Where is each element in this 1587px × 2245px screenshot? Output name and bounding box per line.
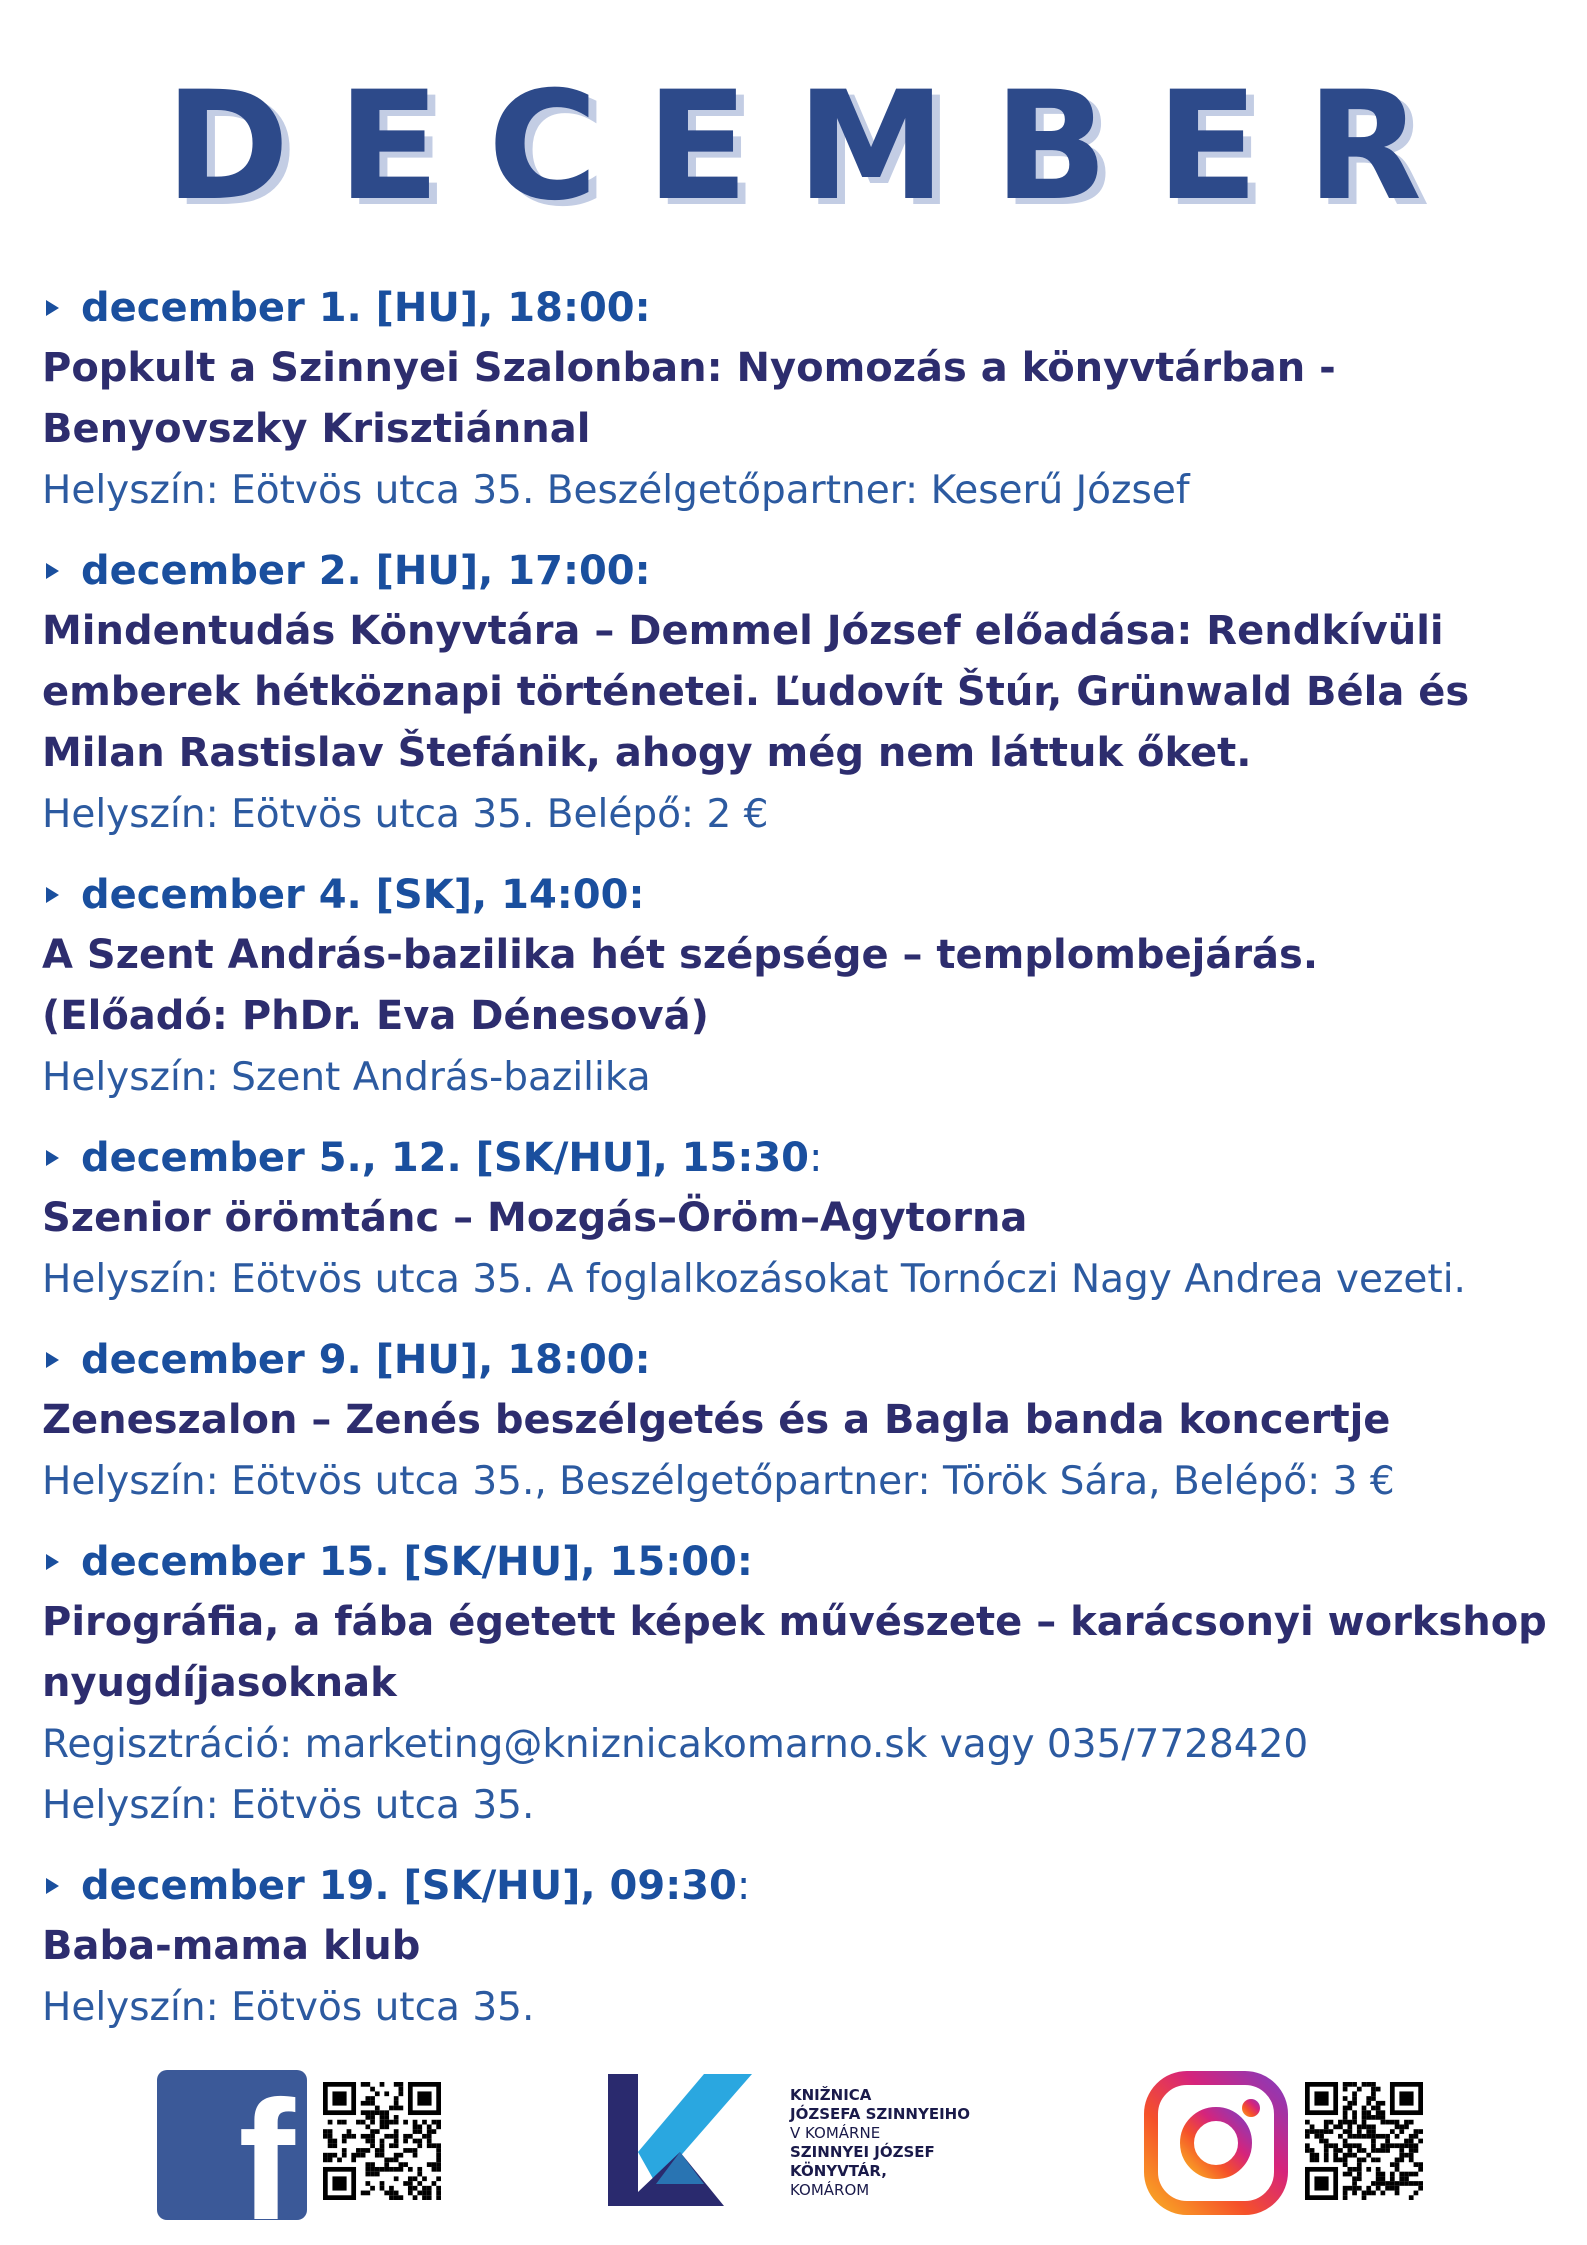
event-info: Helyszín: Eötvös utca 35. [42, 1783, 535, 1828]
event-title: Popkult a Szinnyei Szalonban: Nyomozás a könyvtárban - [42, 345, 1336, 391]
logo-line: JÓZSEFA SZINNYEIHO [790, 2105, 970, 2123]
event-title: Benyovszky Krisztiánnal [42, 406, 591, 452]
event-title: Milan Rastislav Štefánik, ahogy még nem láttuk őket. [42, 730, 1252, 776]
logo-line: KOMÁROM [790, 2181, 870, 2199]
event-title: emberek hétköznapi történetei. Ľudovít Štúr, Grünwald Béla és [42, 669, 1470, 715]
event-date-line [42, 865, 1552, 925]
event-info: Helyszín: Eötvös utca 35. Belépő: 2 € [42, 792, 769, 837]
event-info: Helyszín: Eötvös utca 35., Beszélgetőpartner: Török Sára, Belépő: 3 € [42, 1459, 1395, 1504]
logo-line: SZINNYEI JÓZSEF [790, 2143, 935, 2161]
event-date: december 5., 12. [SK/HU], 15:30 [81, 1135, 810, 1181]
event-info: Helyszín: Eötvös utca 35. Beszélgetőpartner: Keserű József [42, 468, 1190, 513]
event-item [42, 1532, 1552, 1836]
event-date-colon: : [736, 1863, 751, 1909]
triangle-bullet-icon [46, 1150, 59, 1166]
event-info: Helyszín: Eötvös utca 35. [42, 1985, 535, 2030]
event-info: Regisztráció: marketing@kniznicakomarno.sk vagy 035/7728420 [42, 1722, 1309, 1767]
event-info: Helyszín: Szent András-bazilika [42, 1055, 651, 1100]
event-date-line [42, 1532, 1552, 1592]
logo-line: KNIŽNICA [790, 2086, 872, 2104]
event-item [42, 1856, 1552, 2038]
event-date: december 2. [HU], 17:00: [81, 548, 651, 594]
event-title: Pirográfia, a fába égetett képek művészete – karácsonyi workshop [42, 1599, 1547, 1645]
event-date-line [42, 1128, 1552, 1188]
event-title: Szenior örömtánc – Mozgás–Öröm–Agytorna [42, 1195, 1028, 1241]
triangle-bullet-icon [46, 1554, 59, 1570]
event-title: Mindentudás Könyvtára – Demmel József előadása: Rendkívüli [42, 608, 1444, 654]
facebook-icon[interactable]: f [157, 2070, 307, 2220]
event-date-line [42, 1856, 1552, 1916]
triangle-bullet-icon [46, 300, 59, 316]
footer [0, 2060, 1587, 2220]
triangle-bullet-icon [46, 887, 59, 903]
library-logo [604, 2072, 1014, 2212]
event-date-line [42, 541, 1552, 601]
event-item [42, 1128, 1552, 1310]
event-date: december 9. [HU], 18:00: [81, 1337, 651, 1383]
library-k-logo-icon [604, 2072, 774, 2208]
event-item [42, 865, 1552, 1108]
event-item [42, 1330, 1552, 1512]
instagram-icon[interactable] [1143, 2070, 1289, 2216]
event-date: december 19. [SK/HU], 09:30 [81, 1863, 737, 1909]
event-title: Zeneszalon – Zenés beszélgetés és a Bagla banda koncertje [42, 1397, 1391, 1443]
event-item [42, 541, 1552, 845]
event-date-line [42, 278, 1552, 338]
event-title: nyugdíjasoknak [42, 1660, 397, 1706]
event-date: december 15. [SK/HU], 15:00: [81, 1539, 753, 1585]
logo-line: KÖNYVTÁR, [790, 2162, 887, 2180]
logo-line: V KOMÁRNE [790, 2124, 881, 2142]
event-date-colon: : [809, 1135, 823, 1181]
event-date: december 4. [SK], 14:00: [81, 872, 645, 918]
event-item [42, 278, 1552, 521]
triangle-bullet-icon [46, 1878, 59, 1894]
page-title: DECEMBER [164, 60, 1471, 234]
facebook-qr-code [323, 2082, 441, 2200]
event-date-line [42, 1330, 1552, 1390]
event-title: Baba-mama klub [42, 1923, 421, 1969]
triangle-bullet-icon [46, 563, 59, 579]
event-list [42, 278, 1552, 2058]
event-date: december 1. [HU], 18:00: [81, 285, 651, 331]
event-title: A Szent András-bazilika hét szépsége – templombejárás. [42, 932, 1319, 978]
triangle-bullet-icon [46, 1352, 59, 1368]
event-title: (Előadó: PhDr. Eva Dénesová) [42, 993, 709, 1039]
instagram-qr-code [1305, 2082, 1423, 2200]
event-info: Helyszín: Eötvös utca 35. A foglalkozásokat Tornóczi Nagy Andrea vezeti. [42, 1257, 1466, 1302]
